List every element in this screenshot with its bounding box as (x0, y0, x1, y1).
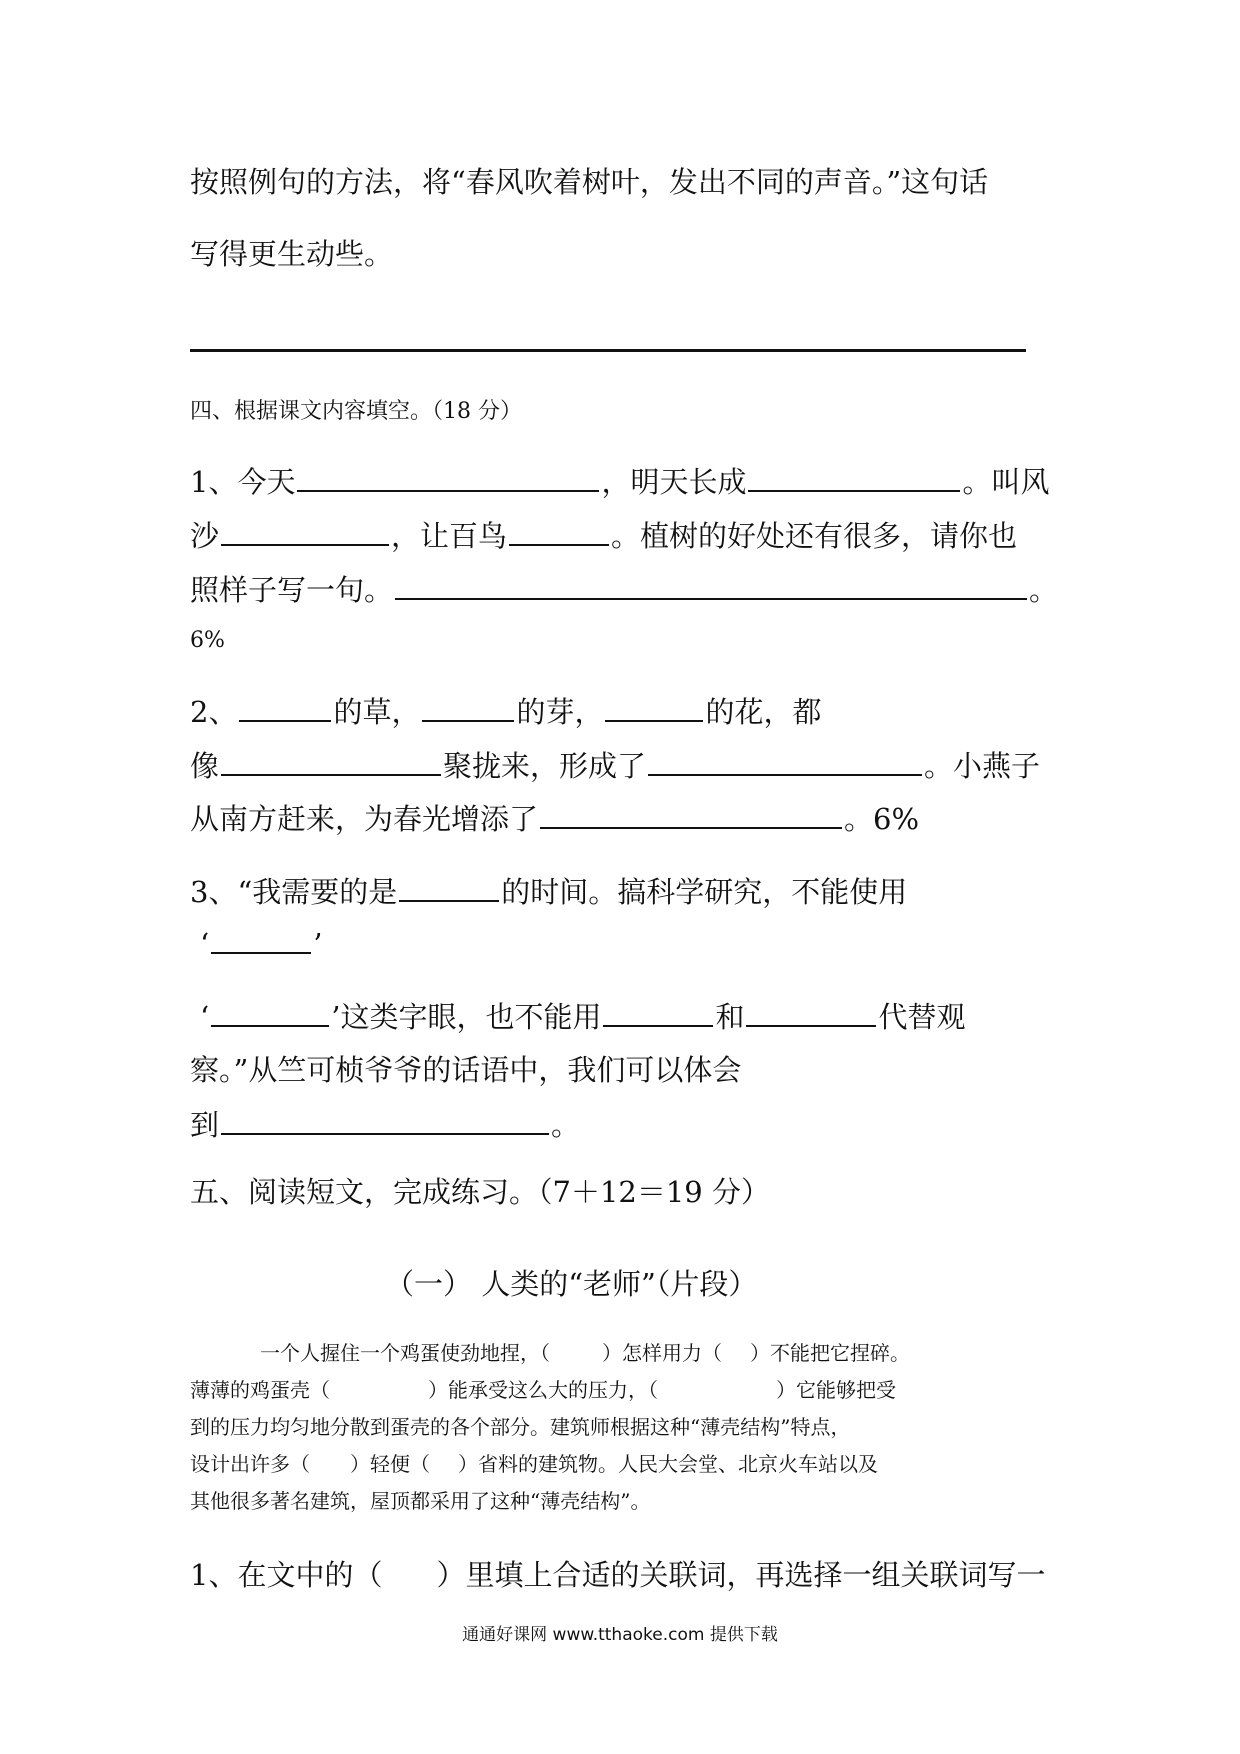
blank[interactable] (540, 801, 842, 829)
text: 1、在文中的（ (190, 1558, 383, 1592)
text: 从南方赶来，为春光增添了 (190, 802, 539, 836)
text: ，让百鸟 (391, 519, 508, 553)
blank[interactable] (239, 694, 331, 722)
q4-1-line-3 (190, 568, 1058, 609)
blank[interactable] (221, 1107, 549, 1135)
text: ）能承受这么大的压力，（ (428, 1378, 658, 1402)
text: ）轻便（ (350, 1452, 430, 1476)
text: 。6% (844, 802, 920, 836)
text: 。 (1029, 573, 1059, 607)
q4-1-line-1 (190, 460, 1049, 501)
text: ）省料的建筑物。人民大会堂、北京火车站以及 (458, 1452, 878, 1476)
text: 的芽， (516, 695, 604, 729)
text: 一个人握住一个鸡蛋使劲地捏，（ (260, 1341, 550, 1365)
q4-2-line-2 (190, 744, 1040, 785)
blank[interactable] (603, 999, 713, 1027)
blank[interactable] (399, 874, 499, 902)
q4-2-line-3 (190, 797, 919, 838)
text: 和 (715, 1000, 745, 1034)
q4-3-line-3 (200, 995, 965, 1036)
intro-line-1: 按照例句的方法，将“春风吹着树叶，发出不同的声音。”这句话 (190, 165, 989, 199)
passage-line-1 (260, 1337, 910, 1366)
text: ）里填上合适的关联词，再选择一组关联词写一 (436, 1558, 1046, 1592)
blank[interactable] (211, 926, 311, 954)
passage-title: （一） 人类的“老师”（片段） (385, 1267, 758, 1301)
section-5-title: 五、阅读短文，完成练习。（7＋12＝19 分） (190, 1175, 770, 1209)
text: 的草， (333, 695, 421, 729)
text: ）怎样用力（ (602, 1341, 722, 1365)
q4-3-line-1 (190, 870, 907, 911)
blank[interactable] (297, 464, 599, 492)
passage-line-4 (190, 1448, 878, 1477)
q4-1-line-2 (190, 514, 1017, 555)
text: ）它能够把受 (776, 1378, 896, 1402)
blank[interactable] (748, 464, 960, 492)
text: 3、“我需要的是 (190, 875, 398, 909)
q4-3-line-5 (190, 1103, 580, 1144)
text: 这类字眼，也不能用 (340, 1000, 602, 1034)
blank[interactable] (746, 999, 876, 1027)
text: 到 (190, 1108, 220, 1142)
blank[interactable] (211, 999, 329, 1027)
q4-3-line-4: 察。”从竺可桢爷爷的话语中，我们可以体会 (190, 1053, 742, 1087)
passage-line-3: 到的压力均匀地分散到蛋壳的各个部分。建筑师根据这种“薄壳结构”特点， (190, 1415, 851, 1439)
text: 2、 (190, 695, 238, 729)
passage-line-5: 其他很多著名建筑，屋顶都采用了这种“薄壳结构”。 (190, 1489, 651, 1513)
text: 沙 (190, 519, 220, 553)
text: 聚拢来，形成了 (443, 749, 647, 783)
text: ’ (313, 927, 323, 961)
section-4-title: 四、根据课文内容填空。（18 分） (190, 399, 522, 424)
text: 。 (551, 1108, 581, 1142)
q4-1-score: 6% (190, 628, 225, 653)
blank[interactable] (605, 694, 703, 722)
text: 薄薄的鸡蛋壳（ (190, 1378, 330, 1402)
q5-1-line (190, 1553, 1045, 1594)
text: ，明天长成 (601, 465, 747, 499)
text: 。小燕子 (924, 749, 1041, 783)
text: 的花，都 (705, 695, 822, 729)
text: 的时间。搞科学研究，不能使用 (501, 875, 908, 909)
text: ‘ (200, 1000, 210, 1034)
text: 1、今天 (190, 465, 296, 499)
blank[interactable] (422, 694, 514, 722)
blank[interactable] (395, 572, 1027, 600)
footer: 通通好课网 www.tthaoke.com 提供下载 (462, 1625, 778, 1645)
text: ‘ (200, 927, 210, 961)
text: ）不能把它捏碎。 (750, 1341, 910, 1365)
blank[interactable] (648, 748, 922, 776)
text: 像 (190, 749, 220, 783)
text: 代替观 (878, 1000, 966, 1034)
q4-2-line-1 (190, 690, 822, 731)
blank[interactable] (221, 748, 441, 776)
text: 照样子写一句。 (190, 573, 394, 607)
text: 。植树的好处还有很多，请你也 (611, 519, 1018, 553)
text: 设计出许多（ (190, 1452, 310, 1476)
answer-line (190, 349, 1026, 352)
passage-line-2 (190, 1374, 896, 1403)
blank[interactable] (221, 518, 389, 546)
blank[interactable] (509, 518, 609, 546)
text: ’ (331, 1000, 341, 1034)
text: 。叫风 (962, 465, 1050, 499)
intro-line-2: 写得更生动些。 (190, 237, 394, 271)
q4-3-line-2 (200, 926, 322, 961)
